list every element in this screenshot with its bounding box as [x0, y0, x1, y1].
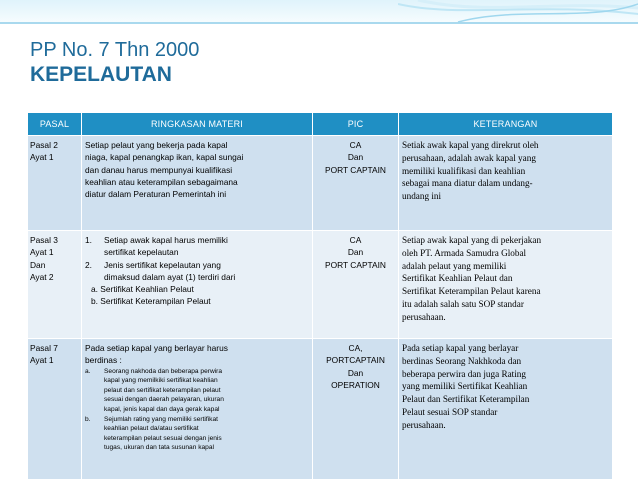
header-ringkasan-materi: RINGKASAN MATERI [82, 113, 313, 136]
sub-item: a. Sertifikat Keahlian Pelaut [91, 284, 194, 295]
keterangan-cell: Setiak awak kapal yang direkrut oleh perusahaan, adalah awak kapal yang memiliki kualifikasi dan keahlian sebagai mana diatur dalam undang- undang ini [399, 136, 613, 231]
table-row [28, 339, 613, 479]
table-row [28, 231, 613, 339]
pasal-cell: Pasal 2 Ayat 1 [28, 136, 82, 231]
slide-title: PP No. 7 Thn 2000 [30, 39, 200, 61]
keterangan-cell: Setiap awak kapal yang di pekerjakan oleh PT. Armada Samudra Global adalah pelaut yang memiliki Sertifikat Keahlian Pelaut dan Sertifikat Keterampilan Pelaut karena itu adalah salah satu SOP standar perusahaan. [399, 231, 613, 339]
pic-cell: CA, PORTCAPTAIN Dan OPERATION [313, 339, 399, 479]
ringkasan-cell: 1. Setiap awak kapal harus memiliki sertifikat kepelautan 2. Jenis sertifikat kepelautan yang dimaksud dalam ayat (1) terdiri dari a. Sertifikat Keahlian Pelaut b. Sertifikat Keterampilan Pelaut [82, 231, 313, 339]
list-item: b. Sejumlah rating yang memiliki sertifikat [85, 415, 218, 423]
header-keterangan: KETERANGAN [399, 113, 613, 136]
pic-cell: CA Dan PORT CAPTAIN [313, 136, 399, 231]
pic-cell: CA Dan PORT CAPTAIN [313, 231, 399, 339]
keterangan-cell: Pada setiap kapal yang berlayar berdinas Seorang Nakhkoda dan beberapa perwira dan juga Rating yang memiliki Sertifikat Keahlian Pelaut dan Sertifikat Keterampilan Pelaut sesuai SOP standar perusahaan. [399, 339, 613, 479]
regulation-table [27, 112, 613, 479]
slide-subtitle: KEPELAUTAN [30, 63, 172, 86]
header-pasal: PASAL [28, 113, 82, 136]
list-item: a. Seorang nakhoda dan beberapa perwira [85, 367, 223, 375]
list-item: 1. Setiap awak kapal harus memiliki [85, 235, 228, 245]
header-pic: PIC [313, 113, 399, 136]
ringkasan-cell: Setiap pelaut yang bekerja pada kapal niaga, kapal penangkap ikan, kapal sungai dan danau harus mempunyai kualifikasi keahlian atau keterampilan sebagaimana diatur dalam Peraturan Pemerintah ini [82, 136, 313, 231]
table-header-row [28, 113, 613, 136]
ringkasan-cell: Pada setiap kapal yang berlayar harus berdinas : a. Seorang nakhoda dan beberapa perwira kapal yang memilkiki sertifikat keahlian pelaut dan sertifikat keterampilan pelaut sesuai dengan daerah pelayaran, ukuran kapal, jenis kapal dan daya gerak kapal b. Sejumlah rating yang memiliki sertifikat keahlian pelaut da/atau sertifikat keterampilan pelaut sesuai dengan jenis tugas, ukuran dan tata susunan kapal [82, 339, 313, 479]
table-row [28, 136, 613, 231]
pasal-cell: Pasal 7 Ayat 1 [28, 339, 82, 479]
decorative-waves [398, 0, 638, 26]
sub-item: b. Sertifikat Keterampilan Pelaut [91, 296, 211, 307]
pasal-cell: Pasal 3 Ayat 1 Dan Ayat 2 [28, 231, 82, 339]
list-item: 2. Jenis sertifikat kepelautan yang [85, 259, 221, 270]
